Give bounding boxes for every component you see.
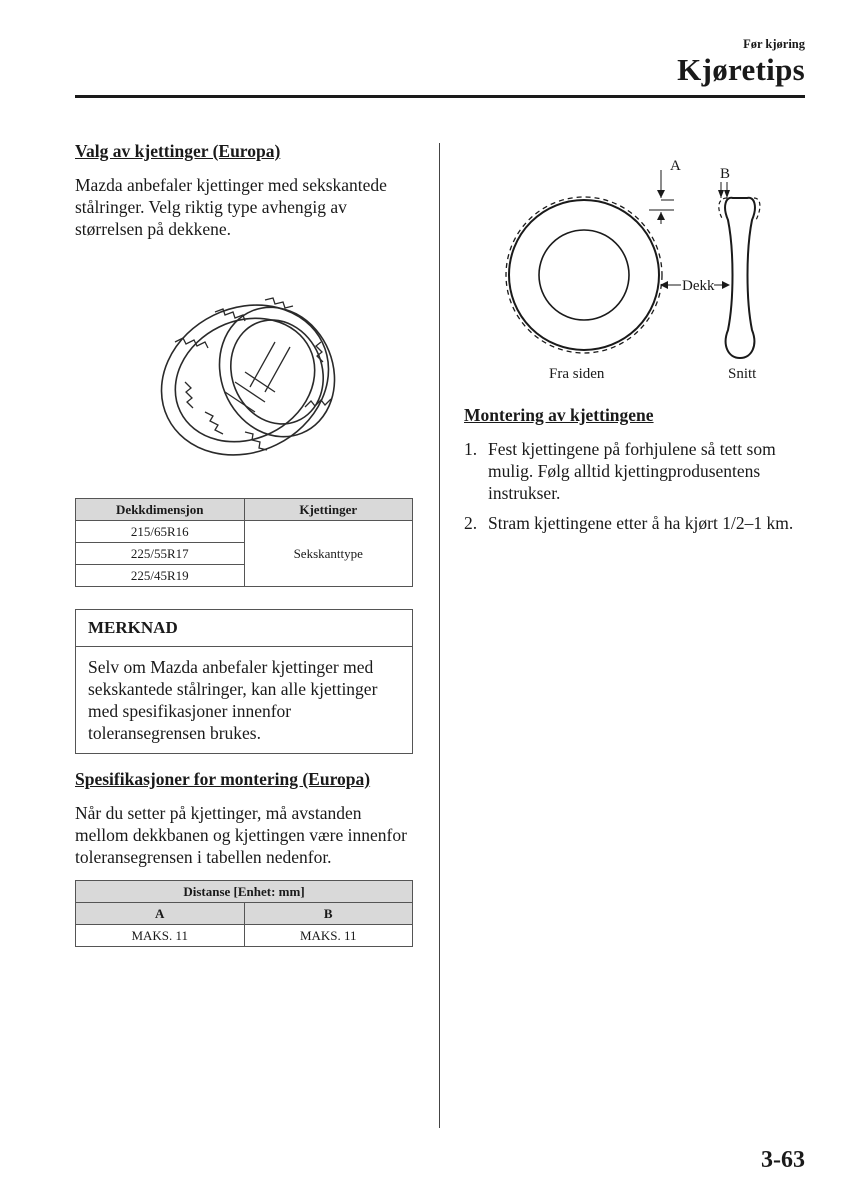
step-number: 1. [464, 439, 478, 459]
column-a-header: A [76, 903, 245, 925]
right-column [464, 140, 804, 542]
page-title: Kjøretips [677, 52, 805, 87]
note-box [75, 609, 413, 754]
label-a: A [670, 158, 681, 174]
tire-clearance-diagram [464, 140, 804, 390]
label-side-view: Fra siden [549, 366, 605, 382]
label-b: B [720, 166, 731, 182]
list-item [464, 438, 804, 504]
page-number: 3-63 [761, 1147, 805, 1173]
tire-size-cell: 225/45R19 [76, 565, 245, 587]
header-rule [75, 95, 805, 98]
value-b-cell: MAKS. 11 [244, 925, 413, 947]
step-text: Fest kjettingene på forhjulene så tett som mulig. Følg alltid kjettingprodusentens instrukser. [488, 439, 776, 503]
mounting-spec-text: Når du setter på kjettinger, må avstanden mellom dekkbanen og kjettingen være innenfor toleransegrensen i tabellen nedenfor. [75, 803, 407, 867]
mounting-heading: Montering av kjettingene [464, 405, 654, 425]
snow-chain-illustration [75, 282, 413, 482]
note-title: MERKNAD [76, 610, 412, 647]
chain-type-header: Kjettinger [244, 499, 413, 521]
distance-table [75, 880, 413, 947]
mounting-steps [464, 438, 804, 534]
tire-size-header: Dekkdimensjon [76, 499, 245, 521]
label-tire: Dekk [682, 278, 715, 294]
label-section-view: Snitt [728, 366, 757, 382]
value-a-cell: MAKS. 11 [76, 925, 245, 947]
distance-table-title: Distanse [Enhet: mm] [76, 881, 413, 903]
header-section: Før kjøring [743, 37, 805, 51]
column-divider [439, 143, 440, 1128]
step-number: 2. [464, 513, 478, 533]
mounting-spec-heading: Spesifikasjoner for montering (Europa) [75, 769, 371, 789]
tire-size-cell: 225/55R17 [76, 543, 245, 565]
chain-selection-heading: Valg av kjettinger (Europa) [75, 141, 281, 161]
step-text: Stram kjettingene etter å ha kjørt 1/2–1 km. [488, 513, 794, 533]
chain-selection-text: Mazda anbefaler kjettinger med sekskantede stålringer. Velg riktig type avhengig av størrelsen på dekkene. [75, 175, 387, 239]
note-body: Selv om Mazda anbefaler kjettinger med sekskantede stålringer, kan alle kjettinger med spesifikasjoner innenfor toleransegrensen brukes. [88, 657, 378, 743]
chain-type-cell: Sekskanttype [244, 521, 413, 587]
list-item [464, 512, 804, 534]
column-b-header: B [244, 903, 413, 925]
left-column [75, 140, 413, 947]
tire-size-cell: 215/65R16 [76, 521, 245, 543]
tire-chain-table [75, 498, 413, 587]
